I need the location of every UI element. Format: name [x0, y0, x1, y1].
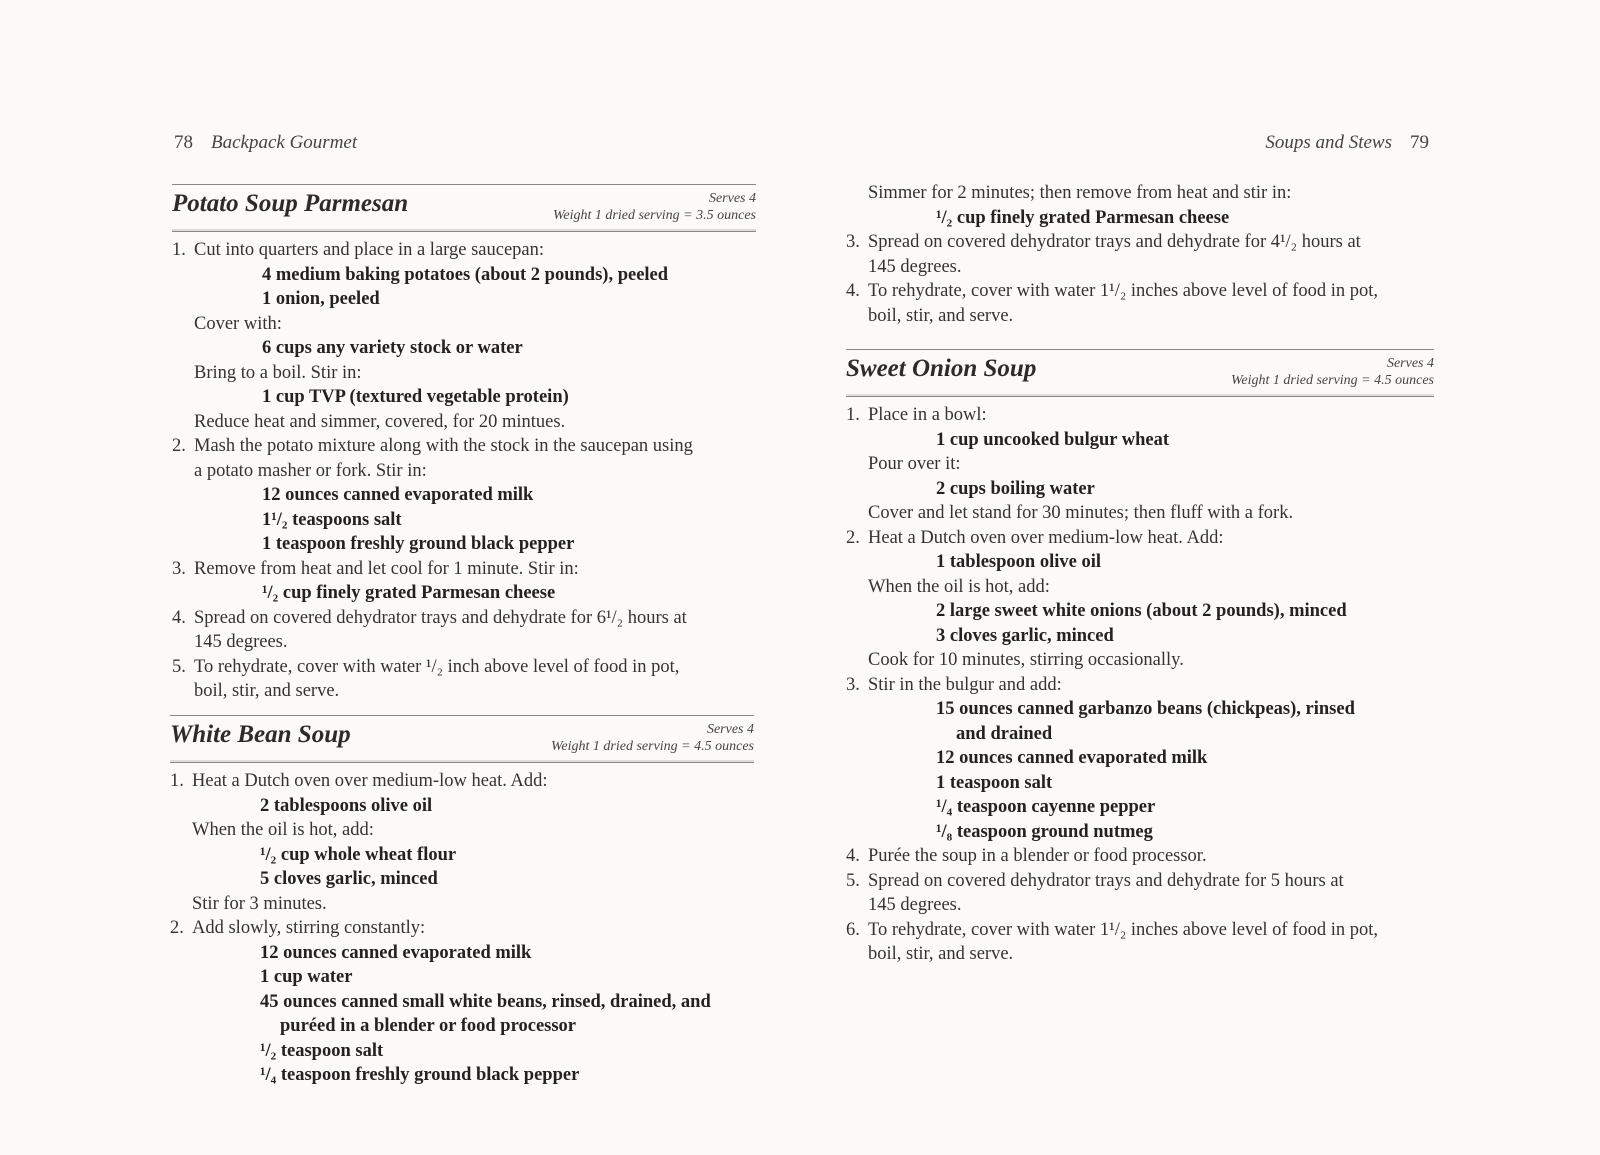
right-page-number: 79	[1410, 132, 1429, 153]
step-text: To rehydrate, cover with water 1¹/₂ inches above level of food in pot,	[868, 919, 1379, 940]
recipe-meta	[551, 721, 754, 755]
ingredient-line: 1 cup water	[260, 967, 353, 987]
ingredient-line: ¹/₄ teaspoon freshly ground black pepper	[260, 1065, 580, 1085]
instruction-line: a potato masher or fork. Stir in:	[194, 460, 427, 481]
instruction-line: Cover with:	[194, 313, 282, 334]
step-line	[172, 238, 756, 263]
instruction-line: boil, stir, and serve.	[194, 681, 340, 701]
recipe-serves: Serves 4	[708, 191, 756, 206]
instruction-line: When the oil is hot, add:	[192, 820, 374, 840]
recipe-weight: Weight 1 dried serving = 4.5 ounces	[551, 739, 754, 754]
recipe-header	[172, 184, 756, 232]
recipe-serves: Serves 4	[1386, 356, 1434, 371]
step-line	[172, 434, 756, 459]
instruction-line: 145 degrees.	[868, 256, 962, 277]
recipe-header	[170, 715, 754, 763]
recipe-steps	[846, 403, 1434, 967]
ingredient-line: 12 ounces canned evaporated milk	[262, 485, 534, 505]
ingredient-line: 6 cups any variety stock or water	[262, 338, 523, 358]
step-line	[846, 403, 1434, 428]
ingredient-line: ¹/₂ cup finely grated Parmesan cheese	[936, 207, 1230, 228]
step-text: Spread on covered dehydrator trays and dehydrate for 4¹/₂ hours at	[868, 232, 1361, 252]
step-text: Stir in the bulgur and add:	[868, 674, 1062, 695]
step-line	[846, 869, 1434, 894]
recipe-steps	[846, 181, 1434, 328]
instruction-line: 145 degrees.	[868, 895, 962, 915]
step-line	[846, 526, 1434, 551]
ingredient-line: 1 cup uncooked bulgur wheat	[936, 429, 1170, 450]
step-number: 2.	[170, 918, 184, 938]
ingredient-line: 12 ounces canned evaporated milk	[936, 748, 1208, 768]
step-line	[846, 918, 1434, 943]
ingredient-line: 2 large sweet white onions (about 2 pounds), minced	[936, 601, 1347, 621]
ingredient-line: ¹/₈ teaspoon ground nutmeg	[936, 821, 1153, 842]
step-text: To rehydrate, cover with water ¹/₂ inch above level of food in pot,	[194, 656, 680, 677]
step-text: Place in a bowl:	[868, 405, 987, 425]
recipe-steps	[172, 238, 756, 704]
ingredient-line: 12 ounces canned evaporated milk	[260, 942, 532, 963]
step-number: 2.	[172, 436, 186, 456]
step-number: 3.	[846, 232, 860, 252]
step-text: Mash the potato mixture along with the stock in the saucepan using	[194, 436, 693, 456]
instruction-line: Bring to a boil. Stir in:	[194, 362, 362, 383]
step-number: 6.	[846, 919, 860, 940]
recipe-header	[846, 349, 1434, 397]
instruction-line: Reduce heat and simmer, covered, for 20 mintues.	[194, 411, 566, 432]
ingredient-line: 1 tablespoon olive oil	[936, 552, 1101, 572]
step-line	[170, 916, 754, 941]
step-text: Heat a Dutch oven over medium-low heat. Add:	[868, 527, 1224, 548]
right-running-head	[1265, 132, 1429, 154]
ingredient-line: 3 cloves garlic, minced	[936, 625, 1114, 646]
instruction-line: Cook for 10 minutes, stirring occasionally.	[868, 650, 1184, 670]
ingredient-line: 5 cloves garlic, minced	[260, 869, 438, 889]
ingredient-line: 1 teaspoon freshly ground black pepper	[262, 534, 575, 554]
ingredient-line: 45 ounces canned small white beans, rinsed, drained, and	[260, 991, 711, 1012]
step-line	[172, 655, 756, 680]
step-text: To rehydrate, cover with water 1¹/₂ inches above level of food in pot,	[868, 281, 1379, 301]
step-text: Spread on covered dehydrator trays and dehydrate for 5 hours at	[868, 870, 1344, 891]
step-text: Heat a Dutch oven over medium-low heat. Add:	[192, 771, 548, 791]
recipe-serves: Serves 4	[706, 722, 754, 737]
step-line	[846, 673, 1434, 698]
ingredient-line: 15 ounces canned garbanzo beans (chickpeas), rinsed	[936, 699, 1355, 719]
recipe-title: Sweet Onion Soup	[846, 355, 1037, 382]
step-number: 4.	[846, 281, 860, 301]
ingredient-line: puréed in a blender or food processor	[280, 1016, 577, 1036]
recipe-meta	[1231, 355, 1434, 389]
step-number: 1.	[170, 771, 184, 791]
step-line	[172, 606, 756, 631]
recipe-weight: Weight 1 dried serving = 3.5 ounces	[553, 208, 756, 223]
instruction-line: boil, stir, and serve.	[868, 944, 1014, 964]
step-text: Add slowly, stirring constantly:	[192, 918, 426, 938]
recipe-title: White Bean Soup	[170, 721, 351, 748]
step-text: Purée the soup in a blender or food processor.	[868, 846, 1207, 866]
step-number: 3.	[846, 674, 860, 695]
step-number: 3.	[172, 558, 186, 579]
step-text: Remove from heat and let cool for 1 minute. Stir in:	[194, 558, 579, 579]
step-number: 5.	[846, 870, 860, 891]
recipe-steps	[170, 769, 754, 1088]
step-line	[170, 769, 754, 794]
left-running-head	[174, 132, 357, 154]
step-line	[846, 230, 1434, 255]
instruction-line: Simmer for 2 minutes; then remove from heat and stir in:	[868, 183, 1292, 203]
step-number: 4.	[172, 607, 186, 628]
ingredient-line: ¹/₄ teaspoon cayenne pepper	[936, 797, 1156, 817]
ingredient-line: 1 onion, peeled	[262, 289, 380, 309]
recipe-title: Potato Soup Parmesan	[172, 190, 409, 217]
instruction-line: boil, stir, and serve.	[868, 305, 1014, 326]
ingredient-line: 2 cups boiling water	[936, 478, 1095, 499]
instruction-line: When the oil is hot, add:	[868, 576, 1050, 597]
recipe-potato-soup-parmesan	[172, 184, 756, 704]
left-running-title: Backpack Gourmet	[211, 132, 358, 153]
ingredient-line: 4 medium baking potatoes (about 2 pounds), peeled	[262, 264, 669, 285]
ingredient-line: ¹/₂ cup finely grated Parmesan cheese	[262, 583, 556, 603]
left-page-number: 78	[174, 132, 193, 153]
ingredient-line: 1 teaspoon salt	[936, 772, 1053, 793]
recipe-continuation	[846, 181, 1434, 328]
ingredient-line: 1¹/₂ teaspoons salt	[262, 509, 402, 530]
ingredient-line: and drained	[956, 723, 1053, 744]
recipe-weight: Weight 1 dried serving = 4.5 ounces	[1231, 373, 1434, 388]
recipe-meta	[553, 190, 756, 224]
instruction-line: Stir for 3 minutes.	[192, 893, 327, 914]
step-line	[846, 844, 1434, 869]
recipe-sweet-onion-soup	[846, 349, 1434, 967]
step-number: 5.	[172, 656, 186, 677]
step-line	[172, 557, 756, 582]
step-line	[846, 279, 1434, 304]
step-number: 1.	[846, 405, 860, 425]
step-number: 2.	[846, 527, 860, 548]
ingredient-line: 1 cup TVP (textured vegetable protein)	[262, 387, 569, 407]
instruction-line: Pour over it:	[868, 454, 961, 474]
step-text: Spread on covered dehydrator trays and dehydrate for 6¹/₂ hours at	[194, 607, 687, 628]
ingredient-line: 2 tablespoons olive oil	[260, 795, 433, 816]
step-number: 4.	[846, 846, 860, 866]
step-number: 1.	[172, 240, 186, 260]
ingredient-line: ¹/₂ cup whole wheat flour	[260, 844, 457, 865]
right-running-title: Soups and Stews	[1265, 132, 1392, 153]
recipe-white-bean-soup	[170, 715, 754, 1088]
instruction-line: Cover and let stand for 30 minutes; then fluff with a fork.	[868, 503, 1294, 523]
step-text: Cut into quarters and place in a large saucepan:	[194, 240, 545, 260]
ingredient-line: ¹/₂ teaspoon salt	[260, 1040, 384, 1061]
instruction-line: 145 degrees.	[194, 632, 288, 652]
